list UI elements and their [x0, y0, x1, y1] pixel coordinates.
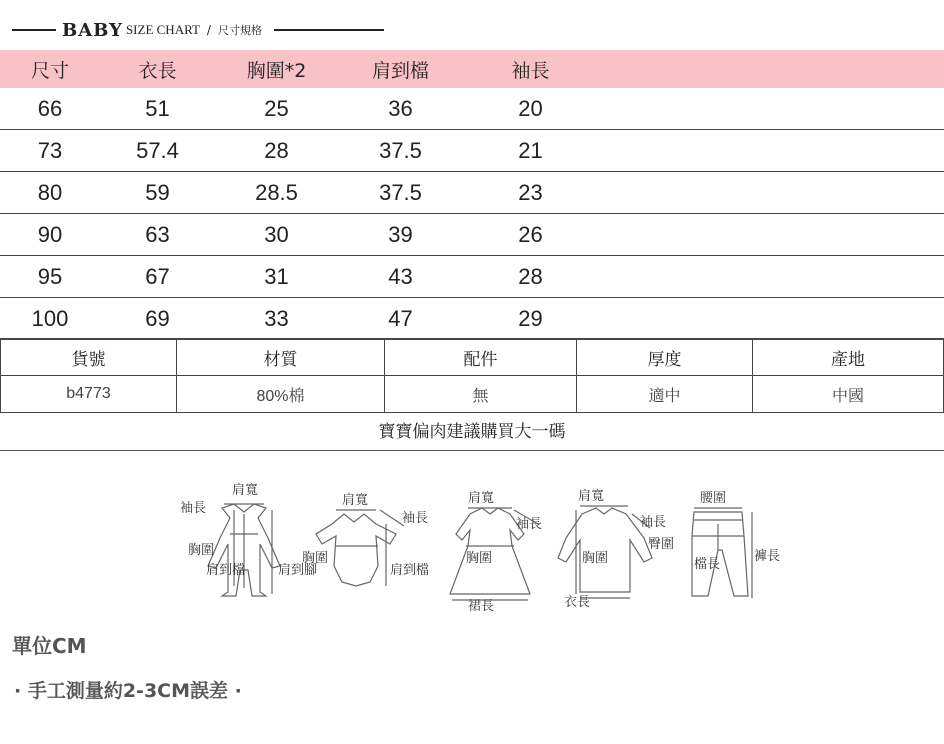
table-cell: 47 [338, 298, 463, 340]
info-header-thickness: 厚度 [577, 339, 753, 376]
header-subtitle: SIZE CHART [125, 22, 200, 37]
table-cell: 73 [0, 130, 100, 172]
table-cell: 28.5 [215, 172, 338, 214]
column-header: 衣長 [100, 50, 215, 88]
header-rule-right [274, 29, 384, 31]
info-value-origin: 中國 [753, 376, 944, 413]
table-cell: 29 [463, 298, 598, 340]
table-cell-empty [598, 256, 944, 298]
romper-label-sleeve: 袖長 [180, 501, 207, 516]
romper-icon [208, 504, 280, 596]
pants-label-waist: 腰圍 [700, 491, 727, 506]
table-cell: 28 [215, 130, 338, 172]
info-header-sku: 貨號 [1, 339, 177, 376]
unit-label: 單位CM [12, 634, 87, 658]
brand-title: BABY [62, 19, 123, 41]
bodysuit-label-sleeve: 袖長 [402, 511, 429, 526]
pants-icon [692, 508, 752, 598]
header-filler [598, 50, 944, 88]
info-value-sku: b4773 [1, 376, 177, 413]
table-row [0, 172, 944, 214]
table-cell: 21 [463, 130, 598, 172]
measurement-diagrams [172, 470, 781, 620]
dress-label-sleeve: 袖長 [516, 517, 543, 532]
top-label-sleeve: 袖長 [640, 515, 667, 530]
measurement-error-note: · 手工測量約2-3CM誤差 · [14, 680, 242, 702]
romper-label-shoulder-crotch: 肩到檔 [206, 563, 246, 578]
table-cell: 80 [0, 172, 100, 214]
bodysuit-label-chest: 胸圍 [302, 551, 329, 566]
top-label-shoulder: 肩寬 [578, 489, 605, 504]
table-row [0, 298, 944, 340]
header-rule-left [12, 29, 56, 31]
table-cell: 59 [100, 172, 215, 214]
table-cell-empty [598, 214, 944, 256]
table-cell: 67 [100, 256, 215, 298]
table-cell: 23 [463, 172, 598, 214]
table-cell: 30 [215, 214, 338, 256]
romper-label-shoulder: 肩寬 [232, 483, 259, 498]
table-cell: 95 [0, 256, 100, 298]
table-row [0, 214, 944, 256]
dress-label-shoulder: 肩寬 [468, 491, 495, 506]
table-cell: 28 [463, 256, 598, 298]
bodysuit-label-shoulder-crotch: 肩到檔 [390, 563, 430, 578]
info-value-thickness: 適中 [577, 376, 753, 413]
size-table-header [0, 50, 944, 88]
info-header-material: 材質 [177, 339, 385, 376]
bodysuit-label-shoulder: 肩寬 [342, 493, 369, 508]
romper-label-chest: 胸圍 [188, 543, 215, 558]
info-value-accessories: 無 [385, 376, 577, 413]
table-cell: 36 [338, 88, 463, 130]
size-chart-header [12, 18, 384, 42]
table-cell: 69 [100, 298, 215, 340]
table-row [0, 88, 944, 130]
pants-label-length: 褲長 [754, 549, 781, 564]
column-header: 尺寸 [0, 50, 100, 88]
info-value-row [1, 376, 944, 413]
table-cell: 39 [338, 214, 463, 256]
table-cell: 57.4 [100, 130, 215, 172]
table-row [0, 256, 944, 298]
table-cell-empty [598, 298, 944, 340]
info-header-row [1, 339, 944, 376]
column-header: 肩到檔 [338, 50, 463, 88]
info-header-origin: 產地 [753, 339, 944, 376]
table-cell: 43 [338, 256, 463, 298]
info-value-material: 80%棉 [177, 376, 385, 413]
header-separator: / [206, 23, 211, 37]
table-cell: 66 [0, 88, 100, 130]
table-cell: 90 [0, 214, 100, 256]
pants-label-rise: 檔長 [694, 557, 721, 572]
table-row [0, 130, 944, 172]
table-cell: 37.5 [338, 172, 463, 214]
top-label-length: 衣長 [564, 595, 591, 610]
table-cell: 25 [215, 88, 338, 130]
info-header-accessories: 配件 [385, 339, 577, 376]
table-cell-empty [598, 88, 944, 130]
table-cell: 37.5 [338, 130, 463, 172]
pants-label-hip: 臀圍 [648, 537, 675, 552]
size-table [0, 50, 944, 340]
dress-label-chest: 胸圍 [466, 551, 493, 566]
table-cell: 100 [0, 298, 100, 340]
table-cell-empty [598, 130, 944, 172]
table-cell: 51 [100, 88, 215, 130]
dress-label-length: 裙長 [468, 599, 495, 614]
table-cell: 20 [463, 88, 598, 130]
sizing-advice: 寶寶偏肉建議購買大一碼 [0, 414, 944, 451]
header-cn-title: 尺寸規格 [217, 24, 262, 37]
table-cell-empty [598, 172, 944, 214]
top-label-chest: 胸圍 [582, 551, 609, 566]
table-cell: 26 [463, 214, 598, 256]
table-cell: 33 [215, 298, 338, 340]
column-header: 胸圍*2 [215, 50, 338, 88]
romper-label-shoulder-foot: 肩到腳 [278, 563, 318, 578]
product-info-table [0, 338, 944, 413]
table-cell: 63 [100, 214, 215, 256]
table-cell: 31 [215, 256, 338, 298]
column-header: 袖長 [463, 50, 598, 88]
